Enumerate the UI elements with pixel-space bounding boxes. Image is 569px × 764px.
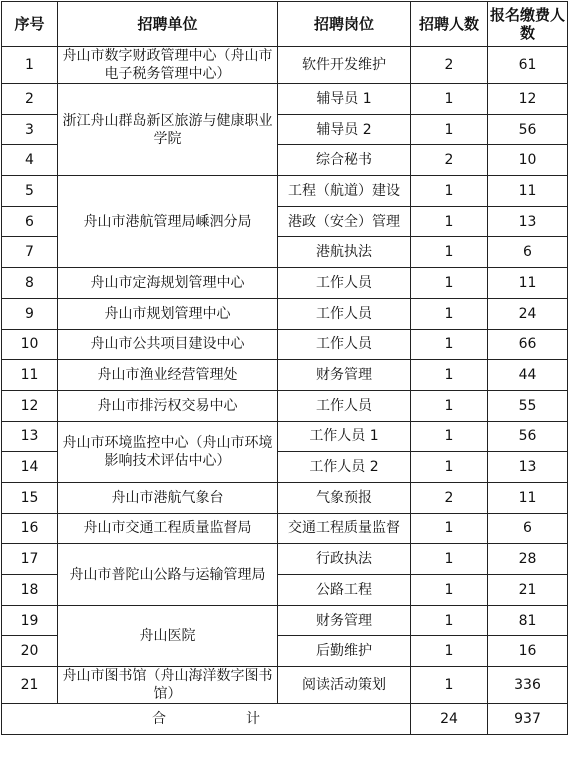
cell-hires: 1 [411,421,488,452]
cell-hires: 1 [411,452,488,483]
cell-applicants: 24 [488,298,568,329]
cell-hires: 1 [411,114,488,145]
header-unit: 招聘单位 [58,2,278,47]
cell-applicants: 12 [488,84,568,115]
cell-post: 综合秘书 [278,145,411,176]
table-row [2,47,568,84]
cell-applicants: 10 [488,145,568,176]
cell-post: 港航执法 [278,237,411,268]
cell-hires: 1 [411,544,488,575]
cell-hires: 1 [411,360,488,391]
table-row [2,513,568,544]
cell-seq: 6 [2,206,58,237]
cell-seq: 16 [2,513,58,544]
cell-applicants: 13 [488,206,568,237]
cell-hires: 1 [411,176,488,207]
cell-hires: 1 [411,390,488,421]
cell-seq: 19 [2,605,58,636]
table-header [2,2,568,47]
cell-unit: 舟山市规划管理中心 [58,298,278,329]
total-applicants: 937 [488,704,568,735]
header-row [2,2,568,47]
cell-seq: 11 [2,360,58,391]
cell-hires: 1 [411,329,488,360]
cell-applicants: 21 [488,575,568,606]
table-row [2,544,568,575]
cell-applicants: 6 [488,513,568,544]
cell-seq: 8 [2,268,58,299]
cell-seq: 1 [2,47,58,84]
cell-applicants: 44 [488,360,568,391]
cell-seq: 13 [2,421,58,452]
cell-hires: 1 [411,575,488,606]
cell-unit: 舟山市定海规划管理中心 [58,268,278,299]
cell-applicants: 11 [488,268,568,299]
total-hires: 24 [411,704,488,735]
cell-seq: 15 [2,482,58,513]
cell-seq: 9 [2,298,58,329]
cell-post: 行政执法 [278,544,411,575]
cell-seq: 21 [2,667,58,704]
cell-hires: 1 [411,513,488,544]
cell-seq: 17 [2,544,58,575]
table-row [2,298,568,329]
cell-hires: 1 [411,84,488,115]
cell-seq: 7 [2,237,58,268]
cell-post: 工作人员 [278,298,411,329]
table-footer [2,704,568,735]
cell-applicants: 28 [488,544,568,575]
cell-unit: 舟山市交通工程质量监督局 [58,513,278,544]
header-hires: 招聘人数 [411,2,488,47]
cell-seq: 5 [2,176,58,207]
cell-hires: 1 [411,667,488,704]
cell-hires: 1 [411,298,488,329]
total-label [2,704,411,735]
cell-hires: 2 [411,482,488,513]
cell-unit: 舟山市港航管理局嵊泗分局 [58,176,278,268]
cell-applicants: 13 [488,452,568,483]
cell-seq: 10 [2,329,58,360]
cell-post: 工作人员 2 [278,452,411,483]
cell-unit: 舟山市普陀山公路与运输管理局 [58,544,278,605]
table-row [2,268,568,299]
cell-post: 工作人员 [278,390,411,421]
cell-seq: 14 [2,452,58,483]
table-row [2,421,568,452]
cell-hires: 1 [411,237,488,268]
cell-applicants: 56 [488,421,568,452]
cell-unit: 舟山市环境监控中心（舟山市环境影响技术评估中心） [58,421,278,482]
cell-post: 财务管理 [278,360,411,391]
total-label-a: 合 [152,711,166,728]
table-row [2,329,568,360]
table-body [2,47,568,704]
cell-unit: 舟山市数字财政管理中心（舟山市电子税务管理中心） [58,47,278,84]
cell-applicants: 66 [488,329,568,360]
cell-unit: 舟山市公共项目建设中心 [58,329,278,360]
table-row [2,605,568,636]
total-label-b: 计 [246,711,260,728]
header-applicants: 报名缴费人数 [488,2,568,47]
cell-unit: 浙江舟山群岛新区旅游与健康职业学院 [58,84,278,176]
header-post: 招聘岗位 [278,2,411,47]
cell-unit: 舟山市排污权交易中心 [58,390,278,421]
cell-hires: 1 [411,268,488,299]
recruitment-table [1,1,568,735]
cell-unit: 舟山市渔业经营管理处 [58,360,278,391]
cell-post: 辅导员 2 [278,114,411,145]
header-seq: 序号 [2,2,58,47]
cell-hires: 2 [411,145,488,176]
cell-seq: 3 [2,114,58,145]
cell-applicants: 56 [488,114,568,145]
cell-unit: 舟山市港航气象台 [58,482,278,513]
cell-hires: 1 [411,636,488,667]
cell-unit: 舟山医院 [58,605,278,666]
cell-unit: 舟山市图书馆（舟山海洋数字图书馆） [58,667,278,704]
table-row [2,84,568,115]
total-row [2,704,568,735]
cell-post: 辅导员 1 [278,84,411,115]
cell-hires: 1 [411,605,488,636]
cell-post: 交通工程质量监督 [278,513,411,544]
table-row [2,390,568,421]
cell-post: 工作人员 [278,268,411,299]
cell-seq: 2 [2,84,58,115]
cell-seq: 12 [2,390,58,421]
cell-applicants: 11 [488,482,568,513]
cell-applicants: 81 [488,605,568,636]
cell-applicants: 11 [488,176,568,207]
cell-applicants: 55 [488,390,568,421]
table-row [2,667,568,704]
cell-post: 气象预报 [278,482,411,513]
cell-post: 工程（航道）建设 [278,176,411,207]
cell-hires: 1 [411,206,488,237]
table-row [2,176,568,207]
cell-post: 工作人员 [278,329,411,360]
cell-post: 阅读活动策划 [278,667,411,704]
cell-hires: 2 [411,47,488,84]
table-row [2,482,568,513]
cell-post: 工作人员 1 [278,421,411,452]
cell-post: 软件开发维护 [278,47,411,84]
table-row [2,360,568,391]
cell-applicants: 61 [488,47,568,84]
cell-post: 公路工程 [278,575,411,606]
cell-post: 后勤维护 [278,636,411,667]
cell-applicants: 16 [488,636,568,667]
cell-seq: 4 [2,145,58,176]
cell-post: 财务管理 [278,605,411,636]
cell-applicants: 6 [488,237,568,268]
cell-post: 港政（安全）管理 [278,206,411,237]
cell-applicants: 336 [488,667,568,704]
cell-seq: 20 [2,636,58,667]
cell-seq: 18 [2,575,58,606]
